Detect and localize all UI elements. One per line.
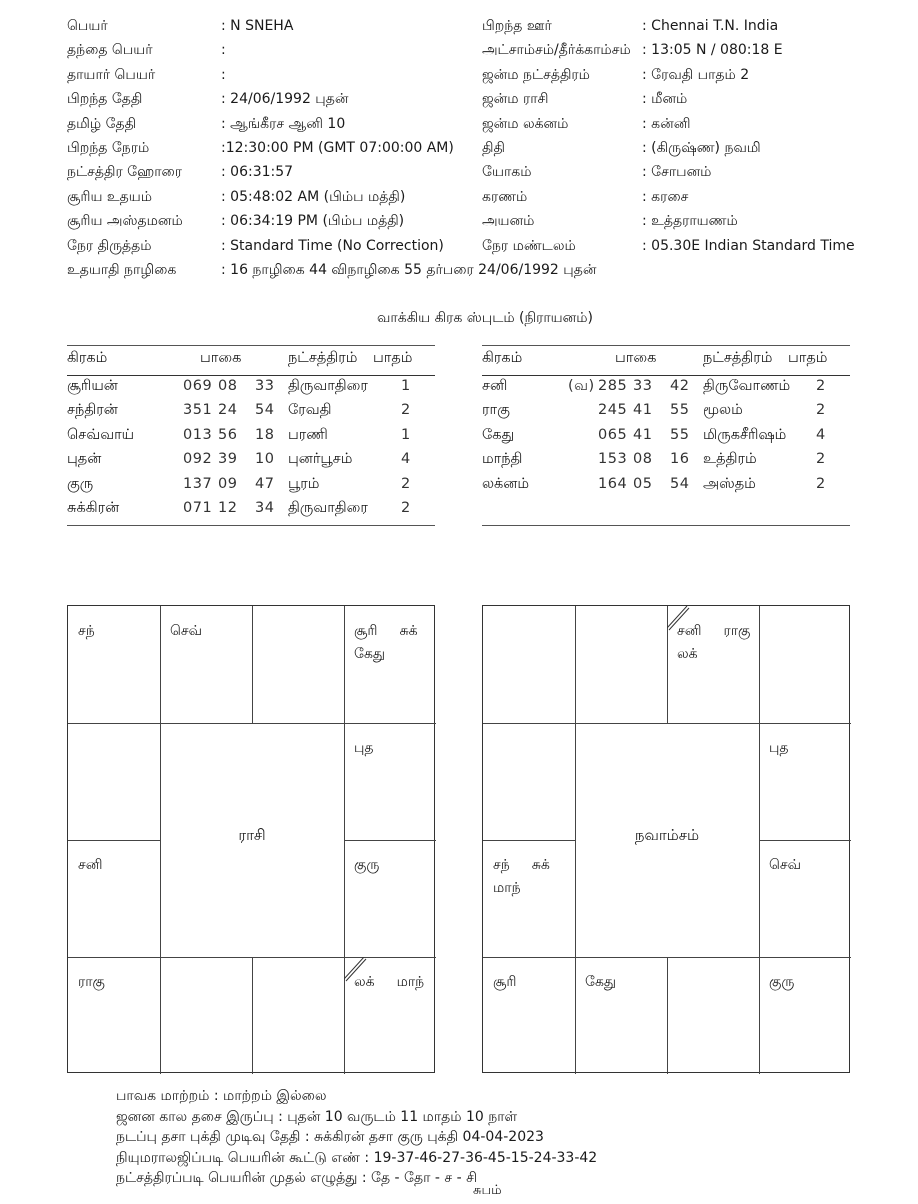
detail-value: : கரசை [642,188,689,205]
detail-label: தாயார் பெயர் [67,66,156,83]
detail-value: : 05.30E Indian Standard Time [642,237,855,254]
detail-value: : சோபனம் [642,164,712,181]
house-planets [769,971,845,994]
house-rishabam [252,606,344,723]
table-header [67,350,435,374]
second-value: 42 [670,378,690,394]
star-name: பூரம் [288,475,320,492]
planet-name: கேது [482,426,515,443]
detail-label: அட்சாம்சம்/தீர்க்காம்சம் [482,42,631,59]
planet-abbrev: குரு [769,974,795,990]
minute-value: 56 [218,426,238,443]
detail-label: தந்தை பெயர் [67,42,153,59]
planet-name: சனி [482,378,508,394]
table-row [482,402,850,426]
detail-label: ஜன்ம நட்சத்திரம் [482,66,590,83]
detail-value: : ஆங்கீரச ஆனி 10 [221,115,346,132]
house-simmam [344,840,436,957]
house-planets [769,854,845,877]
second-value: 34 [255,500,275,516]
detail-label: உதயாதி நாழிகை [67,262,177,278]
minute-value: 39 [218,451,238,468]
minute-value: 09 [218,475,238,492]
lagna-marker-icon [667,606,693,632]
planet-name: சந்திரன் [67,402,118,419]
planet-abbrev: செவ் [170,623,203,639]
planet-name: லக்னம் [482,475,530,492]
planet-abbrev: கேது [354,646,386,662]
detail-value: : 06:34:19 PM (பிம்ப மத்தி) [221,213,405,230]
header-degree: பாகை [200,350,242,366]
planet-abbrev: குரு [354,857,380,873]
house-mesham [160,606,252,723]
house-thulam [667,957,759,1074]
table-row [67,427,435,451]
house-viruchigam [160,957,252,1074]
chart-center-label: நவாம்சம் [634,826,700,844]
planet-table-right [482,345,850,527]
table-header-rule [67,375,435,376]
degree-value: 153 [598,451,628,468]
house-planets [585,971,661,994]
planet-abbrev: ராகு [78,974,105,990]
retrograde-mark: (வ) [568,378,595,394]
second-value: 16 [670,451,690,468]
house-rishabam [667,606,759,723]
degree-value: 065 [598,426,628,443]
planet-abbrev: லக் [354,974,375,990]
planet-abbrev: சந் [493,857,510,873]
table-row [67,476,435,500]
pada-value: 1 [401,426,411,443]
planet-abbrev: சுக் [399,623,418,639]
planet-abbrev: மாந் [396,974,425,990]
planet-abbrev: சூரி [354,623,378,639]
house-mithunam [759,606,851,723]
house-thulam [252,957,344,1074]
detail-label: பிறந்த தேதி [67,91,143,108]
house-makaram [483,840,575,957]
header-star: நட்சத்திரம் [288,350,358,366]
house-planets [354,854,430,877]
second-value: 55 [670,426,690,443]
house-planets [493,971,569,994]
detail-value: : [221,66,226,83]
detail-value: : [221,42,226,59]
detail-value: : ரேவதி பாதம் 2 [642,66,750,83]
header-degree: பாகை [615,350,657,366]
planet-name: புதன் [67,451,102,468]
detail-value: : 24/06/1992 புதன் [221,91,349,108]
pada-value: 2 [816,402,826,419]
pada-value: 2 [816,475,826,492]
minute-value: 33 [633,378,653,394]
detail-value: : 13:05 N / 080:18 E [642,42,783,59]
table-row [67,451,435,475]
house-planets [354,737,430,760]
degree-value: 137 [183,475,213,492]
table-row [482,451,850,475]
house-kumbam [483,723,575,840]
planet-name: சுக்கிரன் [67,500,120,516]
house-mithunam [344,606,436,723]
star-name: புனர்பூசம் [288,451,353,468]
pada-value: 2 [816,451,826,468]
degree-value: 069 [183,378,213,394]
header-planet: கிரகம் [482,350,523,366]
table-row [67,500,435,524]
planet-abbrev: லக் [677,646,698,662]
header-star: நட்சத்திரம் [703,350,773,366]
house-dhanusu [483,957,575,1074]
planet-abbrev: சந் [78,623,95,639]
table-top-rule [67,345,435,346]
degree-value: 245 [598,402,628,419]
pada-value: 2 [401,402,411,419]
second-value: 47 [255,475,275,492]
detail-label: நட்சத்திர ஹோரை [67,164,183,181]
table-row [482,476,850,500]
minute-value: 41 [633,402,653,419]
detail-label: சூரிய உதயம் [67,188,153,205]
pada-value: 1 [401,378,411,394]
planet-name: மாந்தி [482,451,523,468]
detail-label: ஜன்ம ராசி [482,91,549,108]
detail-label: சூரிய அஸ்தமனம் [67,213,183,230]
second-value: 55 [670,402,690,419]
house-kanni [759,957,851,1074]
degree-value: 351 [183,402,213,419]
footer-line: ஜனன கால தசை இருப்பு : புதன் 10 வருடம் 11 மாதம் 10 நாள் [116,1108,518,1125]
star-name: மூலம் [703,402,743,419]
house-dhanusu [68,957,160,1074]
detail-value: : Chennai T.N. India [642,18,779,34]
minute-value: 05 [633,475,653,492]
second-value: 54 [255,402,275,419]
planet-table-title: வாக்கிய கிரக ஸ்புடம் (நிராயனம்) [377,310,593,326]
star-name: உத்திரம் [703,451,757,468]
header-pada: பாதம் [788,350,828,366]
header-pada: பாதம் [373,350,413,366]
house-planets [78,971,154,994]
star-name: ரேவதி [288,402,332,419]
footer-line: நடப்பு தசா புக்தி முடிவு தேதி : சுக்கிரன் தசா குரு புக்தி 04-04-2023 [116,1129,544,1145]
house-planets [78,620,154,643]
degree-value: 013 [183,426,213,443]
planet-abbrev: ராகு [723,623,751,639]
table-row [482,427,850,451]
house-kanni [344,957,436,1074]
table-row [482,378,850,402]
navamsa-chart [482,605,850,1073]
pada-value: 2 [816,378,826,394]
planet-name: குரு [67,475,94,492]
minute-value: 12 [218,500,238,516]
detail-label: திதி [482,140,505,156]
house-planets [354,620,430,666]
planet-abbrev: செவ் [769,857,802,873]
closing-text: சுபம் [473,1183,502,1198]
detail-value: : உத்தராயணம் [642,213,738,230]
detail-label: யோகம் [482,164,532,181]
second-value: 10 [255,451,275,468]
house-simmam [759,840,851,957]
pada-value: 2 [401,475,411,492]
second-value: 54 [670,475,690,492]
house-viruchigam [575,957,667,1074]
planet-abbrev: புத [769,740,789,756]
star-name: திருவாதிரை [288,500,368,516]
house-planets [493,854,569,900]
chart-center-label: ராசி [238,826,266,844]
table-bottom-rule [67,525,435,526]
second-value: 33 [255,378,275,394]
planet-name: ராகு [482,402,510,419]
star-name: அஸ்தம் [703,475,756,492]
degree-value: 092 [183,451,213,468]
footer-line: பாவக மாற்றம் : மாற்றம் இல்லை [116,1088,327,1104]
star-name: மிருகசீரிஷம் [703,426,787,443]
star-name: திருவாதிரை [288,378,368,394]
house-planets [78,854,154,877]
detail-label: நேர திருத்தம் [67,237,152,254]
table-bottom-rule [482,525,850,526]
degree-value: 071 [183,500,213,516]
minute-value: 08 [633,451,653,468]
planet-abbrev: மாந் [493,880,521,896]
table-row [67,378,435,402]
house-planets [769,737,845,760]
planet-abbrev: சுக் [531,857,550,873]
pada-value: 4 [816,426,826,443]
minute-value: 08 [218,378,238,394]
planet-name: செவ்வாய் [67,426,135,443]
minute-value: 41 [633,426,653,443]
second-value: 18 [255,426,275,443]
detail-label: ஜன்ம லக்னம் [482,115,569,132]
table-top-rule [482,345,850,346]
detail-label: தமிழ் தேதி [67,115,137,132]
detail-value: : Standard Time (No Correction) [221,237,444,254]
planet-table-left [67,345,435,527]
planet-name: சூரியன் [67,378,118,394]
detail-value: : (கிருஷ்ண) நவமி [642,140,761,156]
planet-abbrev: சனி [677,623,702,639]
planet-abbrev: புத [354,740,374,756]
planet-abbrev: கேது [585,974,617,990]
footer-line: நியுமராலஜிப்படி பெயரின் கூட்டு எண் : 19-37-46-27-36-45-15-24-33-42 [116,1149,598,1166]
star-name: திருவோணம் [703,378,791,394]
detail-label: கரணம் [482,188,528,205]
star-name: பரணி [288,426,328,443]
degree-value: 285 [598,378,628,394]
table-row [67,402,435,426]
detail-value: : 05:48:02 AM (பிம்ப மத்தி) [221,188,406,205]
detail-value: : மீனம் [642,91,688,108]
planet-abbrev: சூரி [493,974,517,990]
detail-value: : N SNEHA [221,18,294,34]
footer-line: நட்சத்திரப்படி பெயரின் முதல் எழுத்து : தே - தோ - ச - சி [116,1170,478,1186]
detail-label: பிறந்த ஊர் [482,18,552,34]
house-mesham [575,606,667,723]
house-kadagam [759,723,851,840]
detail-label: பிறந்த நேரம் [67,140,150,156]
detail-value: : கன்னி [642,115,691,132]
house-meenam [68,606,160,723]
house-makaram [68,840,160,957]
detail-label: அயனம் [482,213,535,230]
house-kadagam [344,723,436,840]
planet-abbrev: சனி [78,857,103,873]
house-meenam [483,606,575,723]
detail-value: : 16 நாழிகை 44 விநாழிகை 55 தர்பரை 24/06/1992 புதன் [221,262,597,278]
pada-value: 2 [401,500,411,516]
detail-label: பெயர் [67,18,108,34]
degree-value: 164 [598,475,628,492]
rasi-chart [67,605,435,1073]
lagna-marker-icon [344,957,370,983]
detail-label: நேர மண்டலம் [482,237,576,254]
detail-value: :12:30:00 PM (GMT 07:00:00 AM) [221,140,454,156]
minute-value: 24 [218,402,238,419]
table-header-rule [482,375,850,376]
house-planets [170,620,246,643]
table-header [482,350,850,374]
house-kumbam [68,723,160,840]
pada-value: 4 [401,451,411,468]
detail-value: : 06:31:57 [221,164,294,181]
header-planet: கிரகம் [67,350,108,366]
